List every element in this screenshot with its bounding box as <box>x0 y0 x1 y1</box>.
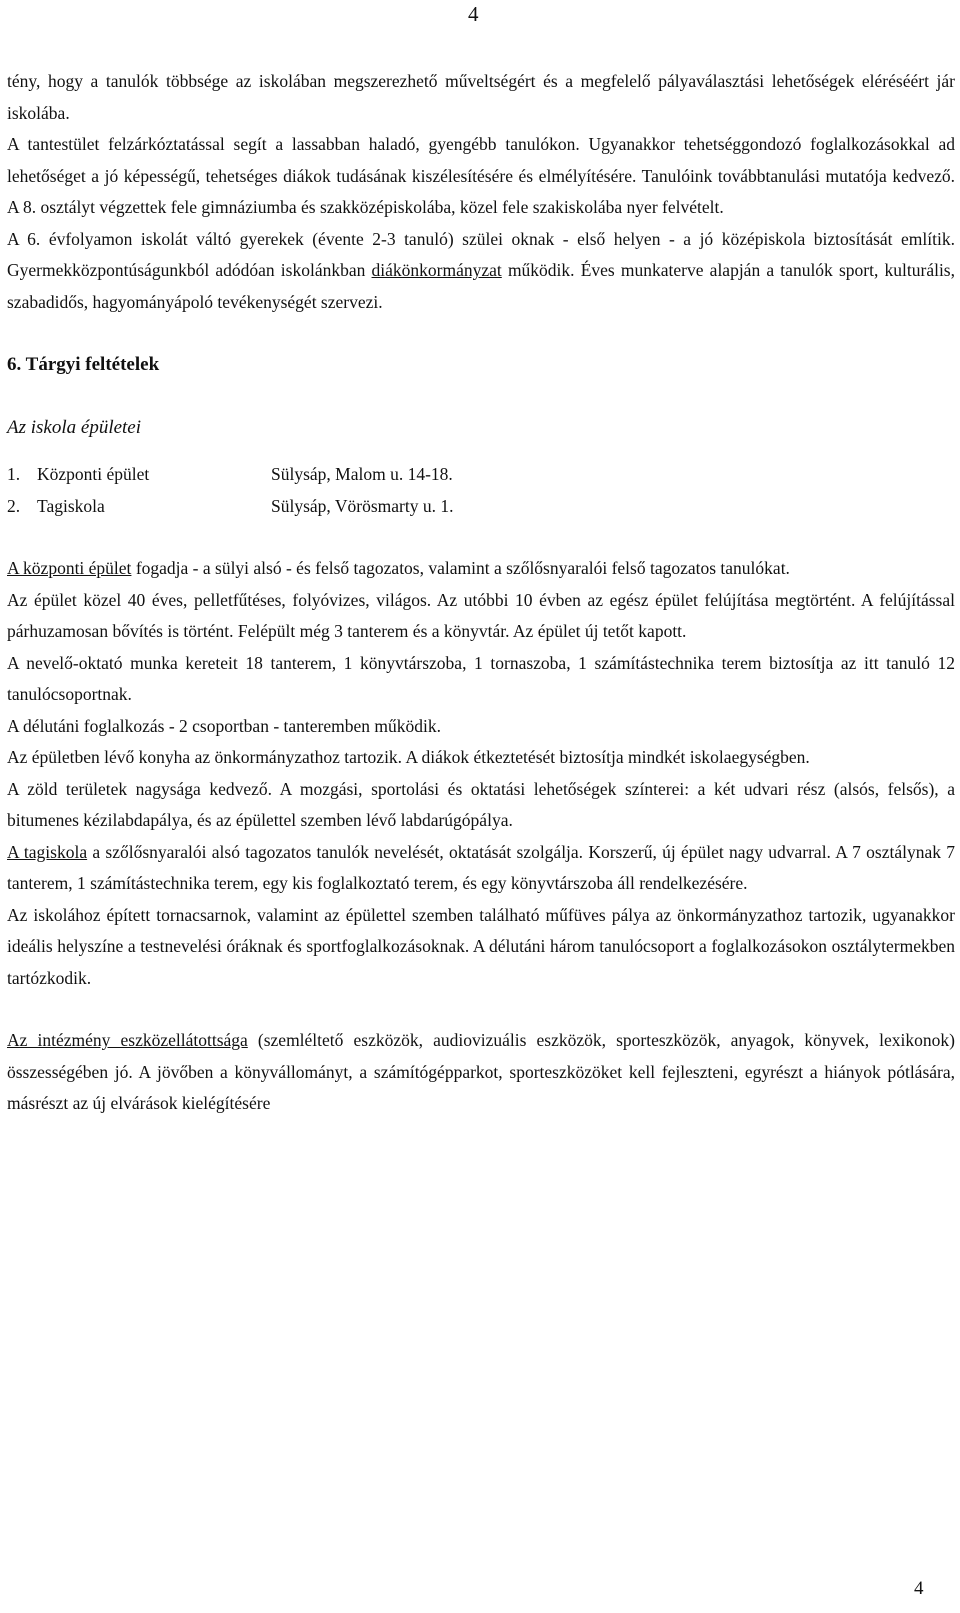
building-number: 2. <box>7 495 21 516</box>
intro-paragraph-3-end: működik. Éves munkaterve alapján a tanulók sport, kulturális, szabadidős, hagyományápoló tevékenységét szervezi. <box>7 260 955 312</box>
central-paragraph-5: Az épületben lévő konyha az önkormányzathoz tartozik. A diákok étkeztetését biztosítja mindkét iskolaegységben. <box>7 747 810 767</box>
building-address: Sülysáp, Malom u. 14-18. <box>271 464 453 484</box>
intro-paragraph-1: tény, hogy a tanulók többsége az iskolában megszerezhető műveltségért és a megfelelő pályaválasztási lehetőségek eléréséért jár iskolába. <box>7 71 955 123</box>
branch-paragraph-1 <box>7 837 955 900</box>
central-building-term: A központi épület <box>7 558 132 578</box>
intro-paragraph-3 <box>7 224 955 319</box>
branch-paragraph-1-rest: a szőlősnyaralói alsó tagozatos tanulók nevelését, oktatását szolgálja. Korszerű, új épület nagy udvarral. A 7 osztálynak 7 tanterem, 1 számítástechnika terem, egy kis foglalkoztató terem, és egy könyvtárszoba áll rendelkezésére. <box>7 841 956 893</box>
equipment-term: Az intézmény eszközellátottsága <box>7 1030 248 1050</box>
branch-paragraph-2: Az iskolához épített tornacsarnok, valamint az épülettel szemben található műfüves pálya az önkormányzathoz tartozik, ugyanakkor ideális helyszíne a testnevelési óráknak és sportfoglalkozásoknak. A délutáni három tanulócsoport a foglalkozásokon osztálytermekben tartózkodik. <box>7 904 955 988</box>
building-list-item <box>7 459 955 491</box>
student-government-term: diákönkormányzat <box>371 260 502 280</box>
section-subheading: Az iskola épületei <box>7 416 142 438</box>
building-list-item <box>7 491 955 523</box>
section-heading: 6. Tárgyi feltételek <box>7 354 160 375</box>
central-paragraph-4: A délutáni foglalkozás - 2 csoportban - tanteremben működik. <box>7 715 441 736</box>
page-number-top: 4 <box>468 2 479 26</box>
building-name: Tagiskola <box>37 495 105 516</box>
intro-paragraph-2: A tantestület felzárkóztatással segít a lassabban haladó, gyengébb tanulókon. Ugyanakkor tehetséggondozó foglalkozásokkal ad lehetőséget a jó képességű, tehetséges diákok tudásának kiszélesítésére és elmélyítésére. Tanulóink továbbtanulási mutatója kedvező. A 8. osztályt végzettek fele gimnáziumba és szakközépiskolába, közel fele szakiskolába nyer felvételt. <box>7 134 955 217</box>
central-paragraph-1-rest: fogadja - a sülyi alsó - és felső tagozatos, valamint a szőlősnyaralói felső tagozatos tanulókat. <box>131 558 790 578</box>
central-paragraph-1 <box>7 553 955 585</box>
central-paragraph-6: A zöld területek nagysága kedvező. A mozgási, sportolási és oktatási lehetőségek színterei: a két udvari rész (alsós, felsős), a bitumenes kézilabdapálya, és az épülettel szemben lévő labdarúgópálya. <box>7 778 955 830</box>
central-paragraph-3: A nevelő-oktató munka kereteit 18 tanterem, 1 könyvtárszoba, 1 tornaszoba, 1 számítástechnika terem biztosítja az itt tanuló 12 tanulócsoportnak. <box>7 652 955 704</box>
intro-paragraph-3-start: A 6. évfolyamon iskolát váltó gyerekek (évente 2-3 tanuló) szülei oknak - első helyen - a jó középiskola biztosítását említik. Gyermekközpontúságunkból adódóan iskolánkban <box>7 228 955 280</box>
page-content <box>7 66 955 1120</box>
central-paragraph-2: Az épület közel 40 éves, pelletfűtéses, folyóvizes, világos. Az utóbbi 10 évben az egész épület felújítása megtörtént. A felújítással párhuzamosan bővítés is történt. Felépült még 3 tanterem és a könyvtár. Az épület új tetőt kapott. <box>7 589 955 641</box>
building-number: 1. <box>7 464 21 484</box>
equipment-paragraph <box>7 1025 955 1120</box>
page-number-bottom: 4 <box>914 1578 924 1599</box>
building-name: Központi épület <box>37 464 150 484</box>
branch-school-term: A tagiskola <box>7 841 88 862</box>
equipment-paragraph-rest: (szemléltető eszközök, audiovizuális eszközök, sporteszközök, anyagok, könyvek, lexikonok) összességében jó. A jövőben a könyvállományt, a számítógépparkot, sporteszközöket kell fejleszteni, egyrészt a hiányok pótlására, másrészt az új elvárások kielégítésére <box>7 1030 955 1113</box>
building-address: Sülysáp, Vörösmarty u. 1. <box>271 495 454 516</box>
